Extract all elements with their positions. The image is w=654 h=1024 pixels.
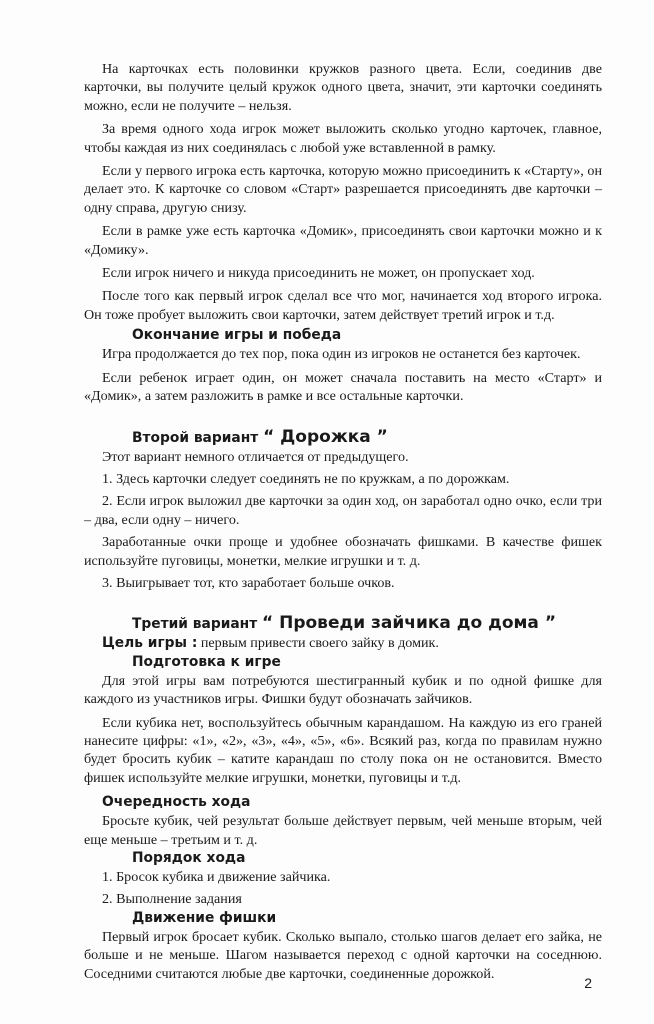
section-heading-turn-procedure: Порядок хода xyxy=(132,850,246,866)
section-heading-variant-3 xyxy=(132,614,602,634)
section-heading-turn-order: Очередность хода xyxy=(102,794,251,811)
variant-3-prefix: Третий вариант xyxy=(132,616,258,633)
variant-3-name: “ Проведи зайчика до дома ” xyxy=(262,613,556,634)
page-number: 2 xyxy=(584,975,592,991)
list-item: 1. Бросок кубика и движение зайчика. xyxy=(102,869,331,885)
paragraph: После того как первый игрок сделал все что мог, начинается ход второго игрока. Он тоже пробует выложить свои карточки, затем действует третий игрок и т.д. xyxy=(84,288,602,323)
goal-line xyxy=(102,634,602,652)
section-heading-end-of-game: Окончание игры и победа xyxy=(132,327,342,344)
list-item: 2. Если игрок выложил две карточки за один ход, он заработал одно очко, если три – два, если одну – ничего. xyxy=(84,493,602,528)
paragraph: На карточках есть половинки кружков разного цвета. Если, соединив две карточки, вы получите целый кружок одного цвета, значит, эти карточки соединять можно, если не получите – нельзя. xyxy=(84,61,602,114)
paragraph: Если ребенок играет один, он может сначала поставить на место «Старт» и «Домик», а затем разложить в рамке и все остальные карточки. xyxy=(84,369,602,405)
list-item: 2. Выполнение задания xyxy=(102,891,242,908)
variant-2-name: “ Дорожка ” xyxy=(263,426,388,447)
paragraph: За время одного хода игрок может выложить сколько угодно карточек, главное, чтобы каждая из них соединялась с любой уже вставленной в рамку. xyxy=(84,121,602,156)
paragraph: Заработанные очки проще и удобнее обозначать фишками. В качестве фишек используйте пуговицы, монетки, мелкие игрушки и т. д. xyxy=(84,534,602,569)
paragraph: Бросьте кубик, чей результат больше действует первым, чей меньше вторым, чей еще меньше – третьим и т. д. xyxy=(84,813,602,848)
paragraph: Если в рамке уже есть карточка «Домик», присоединять свои карточки можно и к «Домику». xyxy=(84,223,602,258)
paragraph: Если кубика нет, воспользуйтесь обычным карандашом. На каждую из его граней нанесите цифры: «1», «2», «3», «4», «5», «6». Всякий раз, когда по правилам нужно будет бросить кубик – катите карандаш по столу пока он не остановится. Вместо фишек используйте мелкие игрушки, монетки, пуговицы и т.д. xyxy=(84,714,602,786)
goal-text: первым привести своего зайку в домик. xyxy=(200,635,439,652)
section-heading-piece-movement: Движение фишки xyxy=(132,909,277,926)
list-item: 1. Здесь карточки следует соединять не по кружкам, а по дорожкам. xyxy=(102,470,510,487)
section-heading-variant-2 xyxy=(132,428,602,448)
paragraph: Если у первого игрока есть карточка, которую можно присоединить к «Старту», он делает это. К карточке со словом «Старт» разрешается присоединять две карточки – одну справа, другую снизу. xyxy=(84,163,602,216)
list-item: 3. Выигрывает тот, кто заработает больше очков. xyxy=(102,574,395,591)
variant-2-prefix: Второй вариант xyxy=(132,429,259,446)
paragraph: Для этой игры вам потребуются шестигранный кубик и по одной фишке для каждого из участников игры. Фишки будут обозначать зайчиков. xyxy=(84,672,602,708)
paragraph: Этот вариант немного отличается от предыдущего. xyxy=(102,448,409,465)
paragraph: Игра продолжается до тех пор, пока один из игроков не останется без карточек. xyxy=(102,346,581,363)
text-column xyxy=(84,60,602,983)
paragraph: Если игрок ничего и никуда присоединить не может, он пропускает ход. xyxy=(102,265,535,282)
goal-label: Цель игры : xyxy=(102,635,198,652)
section-heading-preparation: Подготовка к игре xyxy=(132,653,281,670)
paragraph: Первый игрок бросает кубик. Сколько выпало, столько шагов делает его зайка, не больше и не меньше. Шагом называется переход с одной карточки на соседнюю. Соседними считаются любые две карточки, соединенные дорожкой. xyxy=(84,928,602,982)
